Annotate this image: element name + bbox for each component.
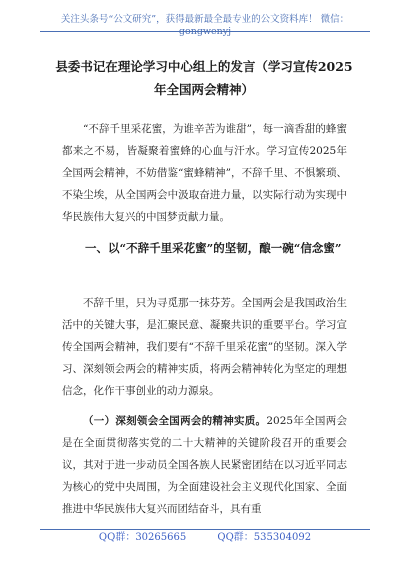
page-header: 关注头条号“公文研究”，获得最新最全最专业的公文资料库！ 微信： bbox=[60, 14, 350, 25]
intro-paragraph: “不辞千里采花蜜，为谁辛苦为谁甜”，每一滴香甜的蜂蜜都来之不易，皆凝聚着蜜蜂的心血与汗水。学习宣传2025年全国两会精神，不妨借鉴“蜜蜂精神”，不辞千里、不惧繁琐、不染尘埃，从全国两会中汲取奋进力量，以实际行动为实现中华民族伟大复兴的中国梦贡献力量。 bbox=[62, 123, 347, 223]
document-title: 县委书记在理论学习中心组上的发言（学习宣传2025年全国两会精神） bbox=[55, 59, 353, 97]
section-1-paragraph: 不辞千里，只为寻觅那一抹芬芳。全国两会是我国政治生活中的关键大事，是汇聚民意、凝聚共识的重要平台。学习宣传全国两会精神，我们要有“不辞千里采花蜜”的坚韧。深入学习、深刻领会两会的精神实质，将两会精神转化为坚定的理想信念，化作干事创业的动力源泉。 bbox=[62, 297, 347, 397]
subsection-1-paragraph bbox=[62, 410, 347, 520]
header-divider bbox=[40, 31, 370, 32]
footer-qq-group-2: QQ群：535304092 bbox=[217, 532, 312, 543]
section-heading-1: 一、以“不辞千里采花蜜”的坚韧，酿一碗“信念蜜” bbox=[85, 241, 342, 255]
footer-qq-group-1: QQ群：30265665 bbox=[98, 532, 187, 543]
subsection-1-text: 2025年全国两会是在全面贯彻落实党的二十大精神的关键阶段召开的重要会议，其对于进一步动员全国各族人民紧密团结在以习近平同志为核心的党中央周围，为全面建设社会主义现代化国家、全面推进中华民族伟大复兴而团结奋斗，具有重 bbox=[62, 415, 347, 515]
subsection-1-lead: （一）深刻领会全国两会的精神实质。 bbox=[83, 415, 267, 427]
footer-divider bbox=[40, 529, 370, 530]
page-footer bbox=[40, 532, 370, 544]
